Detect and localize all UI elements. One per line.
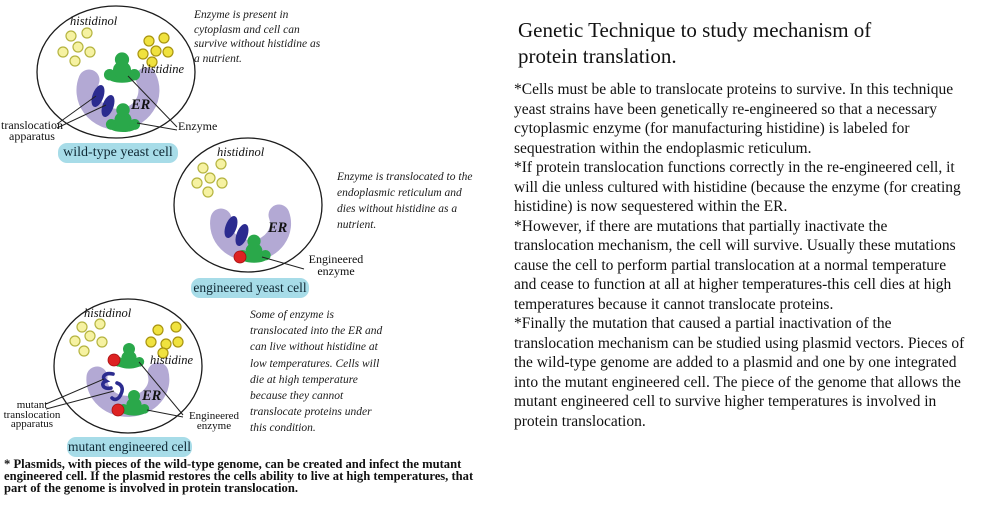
er-label: ER xyxy=(268,220,288,236)
er-retention-tag xyxy=(112,404,124,416)
histidine-label: histidine xyxy=(141,62,185,76)
er-label: ER xyxy=(131,97,151,113)
mutant-annotation: Some of enzyme is translocated into the ER and can live without histidine at low temperatures. Cells will die at high temperature because they cannot translocate proteins under this condition. xyxy=(250,309,383,435)
enzyme-label: Enzyme xyxy=(178,119,218,133)
histidinol-label: histidinol xyxy=(217,145,265,159)
paragraph-1: *Cells must be able to translocate proteins to survive. In this technique yeast strains have been genetically re-engineered so that a necessary cytoplasmic enzyme (for manufacturing histidine) is labeled for sequestration within the endoplasmic reticulum. xyxy=(514,81,954,157)
er-label: ER xyxy=(142,388,162,404)
paragraph-2: *If protein translocation functions correctly in the re-engineered cell, it will die unless cultured with histidine (because the enzyme (for creating histidine) is now sequestered within the ER. xyxy=(514,159,961,215)
engineered-enzyme-label: Engineered enzyme xyxy=(188,410,240,432)
translocation-apparatus-label: translocation apparatus xyxy=(1,118,63,143)
engineered-enzyme-label: Engineered enzyme xyxy=(308,252,364,278)
mutant-cell-name: mutant engineered cell xyxy=(67,437,192,457)
er-retention-tag xyxy=(108,354,120,366)
mutant-translocation-apparatus-label: mutant translocation apparatus xyxy=(3,399,61,430)
histidinol-label: histidinol xyxy=(84,306,132,320)
histidine-label: histidine xyxy=(150,353,194,367)
article-title: Genetic Technique to study mechanism of protein translation. xyxy=(518,18,872,68)
article-body xyxy=(514,80,968,431)
wild-type-annotation: Enzyme is present in cytoplasm and cell can survive without histidine as a nutrient. xyxy=(194,9,321,65)
er-retention-tag xyxy=(234,251,246,263)
wild-type-cell-name: wild-type yeast cell xyxy=(58,143,178,163)
engineered-cell-name: engineered yeast cell xyxy=(191,278,309,298)
plasmid-footnote: * Plasmids, with pieces of the wild-type genome, can be created and infect the mutant engineered cell. If the plasmid restores the cells ability to live at high temperatures, that part of the genome is involved in protein translocation. xyxy=(4,457,474,495)
histidinol-label: histidinol xyxy=(70,14,118,28)
paragraph-3: *However, if there are mutations that partially inactivate the translocation mechanism, the cell will survive. Usually these mutations cause the cell to perform partial translocation at a normal temperature and cease to function at all at higher temperatures-this cell dies at high temperatures because it cannot translocate proteins. xyxy=(514,217,956,313)
paragraph-4: *Finally the mutation that caused a partial inactivation of the translocation mechanism can be studied using plasmid vectors. Pieces of the wild-type genome are added to a plasmid and one by one integrated into the mutant engineered cell. The piece of the genome that allows the mutant engineered cell to survive higher temperatures is involved in protein translocation. xyxy=(514,315,965,430)
engineered-annotation: Enzyme is translocated to the endoplasmic reticulum and dies without histidine as a nutrient. xyxy=(337,171,473,231)
